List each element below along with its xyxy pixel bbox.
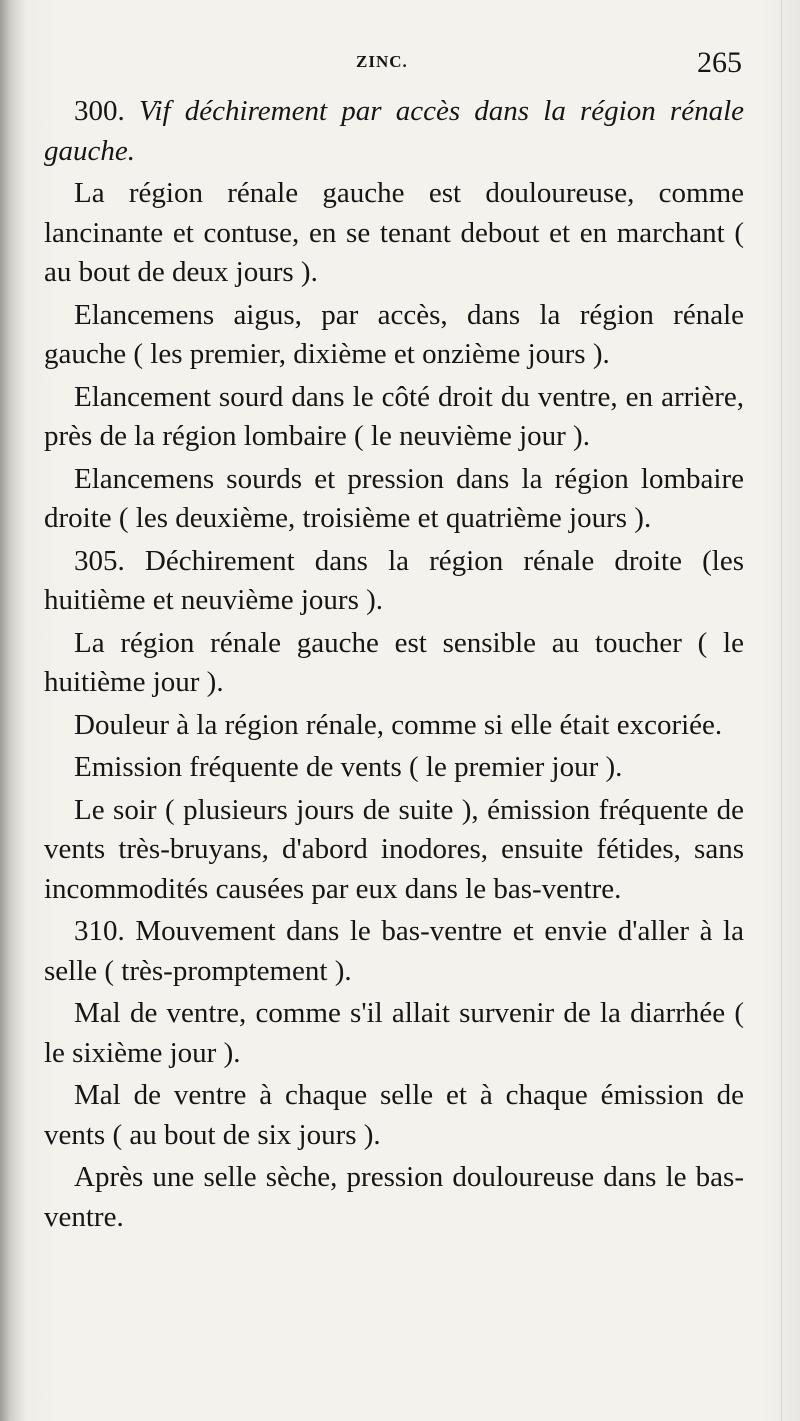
paragraph: Elancemens aigus, par accès, dans la région rénale gauche ( les premier, dixième et onzième jours ). [44, 298, 744, 370]
running-head [72, 46, 742, 86]
running-title: ZINC. [356, 52, 408, 71]
paragraph-number: 300. [74, 95, 125, 127]
paragraph: Le soir ( plusieurs jours de suite ), émission fréquente de vents très-bruyans, d'abord inodores, ensuite fétides, sans incommodités causées par eux dans le bas-ventre. [44, 793, 744, 905]
paragraph: Mal de ventre, comme s'il allait survenir de la diarrhée ( le sixième jour ). [44, 997, 744, 1069]
body-text [44, 92, 744, 1237]
paragraph: Elancemens sourds et pression dans la région lombaire droite ( les deuxième, troisième et quatrième jours ). [44, 462, 744, 534]
paragraph: Après une selle sèche, pression douloureuse dans le bas-ventre. [44, 1161, 744, 1233]
paragraph: La région rénale gauche est douloureuse, comme lancinante et contuse, en se tenant debout et en marchant ( au bout de deux jours ). [44, 177, 744, 288]
page-number: 265 [697, 46, 742, 79]
paragraph: La région rénale gauche est sensible au toucher ( le huitième jour ). [44, 626, 744, 698]
paragraph-italic-text: Vif déchirement par accès dans la région rénale gauche. [44, 95, 744, 167]
paragraph: Elancement sourd dans le côté droit du ventre, en arrière, près de la région lombaire ( le neuvième jour ). [44, 380, 744, 452]
paragraph: 310. Mouvement dans le bas-ventre et envie d'aller à la selle ( très-promptement ). [44, 915, 744, 987]
paragraph: Mal de ventre à chaque selle et à chaque émission de vents ( au bout de six jours ). [44, 1079, 744, 1151]
page-edge-line [781, 0, 782, 1421]
paragraph: 305. Déchirement dans la région rénale droite (les huitième et neuvième jours ). [44, 544, 744, 616]
paragraph: Emission fréquente de vents ( le premier jour ). [74, 751, 623, 783]
paragraph: Douleur à la région rénale, comme si elle était excoriée. [74, 708, 723, 741]
paragraph [44, 92, 744, 171]
